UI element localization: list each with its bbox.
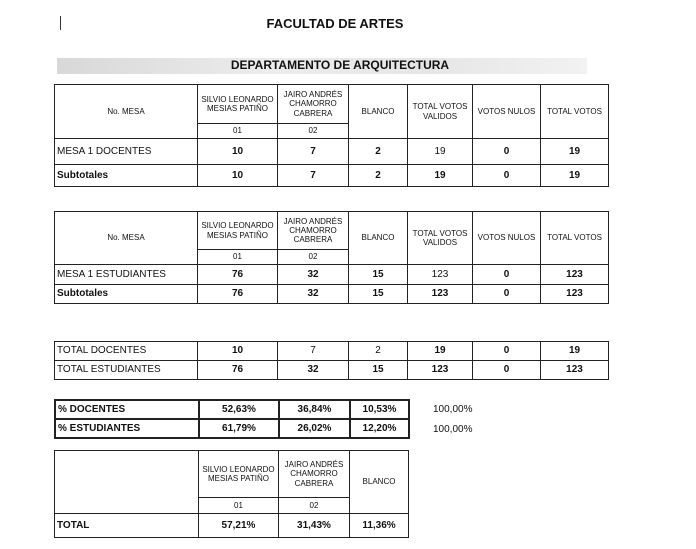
cell: 0 xyxy=(473,361,541,380)
row-label: TOTAL DOCENTES xyxy=(55,342,198,361)
header-total: TOTAL VOTOS xyxy=(541,212,609,265)
header-cand2: JAIRO ANDRÉS CHAMORRO CABRERA xyxy=(278,212,349,250)
cell: 123 xyxy=(541,265,609,285)
cell: 10 xyxy=(198,342,278,361)
cell: 52,63% xyxy=(199,400,279,419)
cell: 26,02% xyxy=(279,419,350,438)
header-nulos: VOTOS NULOS xyxy=(473,212,541,265)
header-blanco: BLANCO xyxy=(350,451,409,514)
cell: 76 xyxy=(198,265,278,285)
cell: 19 xyxy=(408,165,473,187)
header-cand2: JAIRO ANDRÉS CHAMORRO CABRERA xyxy=(278,85,349,124)
cell: 123 xyxy=(541,361,609,380)
cell: 19 xyxy=(408,342,473,361)
cell: 2 xyxy=(349,342,408,361)
row-label: TOTAL xyxy=(55,514,199,538)
code-cand1: 01 xyxy=(198,250,278,265)
code-cand2: 02 xyxy=(278,124,349,139)
row-label: TOTAL ESTUDIANTES xyxy=(55,361,198,380)
header-validos: TOTAL VOTOS VALIDOS xyxy=(408,212,473,265)
department-title: DEPARTAMENTO DE ARQUITECTURA xyxy=(230,58,450,72)
cell: 76 xyxy=(198,285,278,304)
cell: 19 xyxy=(541,139,609,165)
header-mesa: No. MESA xyxy=(55,85,198,139)
row-label: MESA 1 DOCENTES xyxy=(55,139,198,165)
cell: 76 xyxy=(198,361,278,380)
cell: 7 xyxy=(278,139,349,165)
code-cand2: 02 xyxy=(279,498,350,514)
cell: 2 xyxy=(349,165,408,187)
code-cand1: 01 xyxy=(199,498,279,514)
estudiantes-table xyxy=(54,211,609,304)
header-cand2: JAIRO ANDRÉS CHAMORRO CABRERA xyxy=(279,451,350,498)
cell: 10 xyxy=(198,165,278,187)
cell: 19 xyxy=(408,139,473,165)
row-label: % DOCENTES xyxy=(55,400,199,419)
cell: 0 xyxy=(473,139,541,165)
empty-cell xyxy=(55,451,199,514)
header-cand1: SILVIO LEONARDO MESIAS PATIÑO xyxy=(199,451,279,498)
cell: 15 xyxy=(349,361,408,380)
cell: 19 xyxy=(541,165,609,187)
header-blanco: BLANCO xyxy=(349,212,408,265)
cell: 7 xyxy=(278,342,349,361)
cell: 36,84% xyxy=(279,400,350,419)
cell: 12,20% xyxy=(350,419,409,438)
subtotal-label: Subtotales xyxy=(55,285,198,304)
header-mesa: No. MESA xyxy=(55,212,198,265)
totals-table xyxy=(54,341,609,380)
code-cand1: 01 xyxy=(198,124,278,139)
cell: 32 xyxy=(278,285,349,304)
cell: 15 xyxy=(349,265,408,285)
percent-sum: 100,00% xyxy=(433,424,473,435)
header-total: TOTAL VOTOS xyxy=(541,85,609,139)
code-cand2: 02 xyxy=(278,250,349,265)
header-cand1: SILVIO LEONARDO MESIAS PATIÑO xyxy=(198,212,278,250)
final-table xyxy=(54,450,409,538)
margin-mark xyxy=(60,16,61,30)
cell: 10,53% xyxy=(350,400,409,419)
cell: 2 xyxy=(349,139,408,165)
cell: 10 xyxy=(198,139,278,165)
cell: 11,36% xyxy=(350,514,409,538)
cell: 0 xyxy=(473,165,541,187)
header-blanco: BLANCO xyxy=(349,85,408,139)
percent-table xyxy=(54,399,410,439)
cell: 32 xyxy=(278,361,349,380)
cell: 0 xyxy=(473,342,541,361)
cell: 123 xyxy=(408,361,473,380)
header-cand1: SILVIO LEONARDO MESIAS PATIÑO xyxy=(198,85,278,124)
docentes-table xyxy=(54,84,609,187)
cell: 123 xyxy=(408,285,473,304)
cell: 15 xyxy=(349,285,408,304)
row-label: % ESTUDIANTES xyxy=(55,419,199,438)
cell: 31,43% xyxy=(279,514,350,538)
header-validos: TOTAL VOTOS VALIDOS xyxy=(408,85,473,139)
cell: 123 xyxy=(541,285,609,304)
header-nulos: VOTOS NULOS xyxy=(473,85,541,139)
row-label: MESA 1 ESTUDIANTES xyxy=(55,265,198,285)
subtotal-label: Subtotales xyxy=(55,165,198,187)
page-title: FACULTAD DE ARTES xyxy=(266,16,404,31)
cell: 32 xyxy=(278,265,349,285)
cell: 0 xyxy=(473,285,541,304)
percent-sum: 100,00% xyxy=(433,404,473,415)
cell: 7 xyxy=(278,165,349,187)
cell: 0 xyxy=(473,265,541,285)
cell: 19 xyxy=(541,342,609,361)
cell: 123 xyxy=(408,265,473,285)
cell: 57,21% xyxy=(199,514,279,538)
cell: 61,79% xyxy=(199,419,279,438)
